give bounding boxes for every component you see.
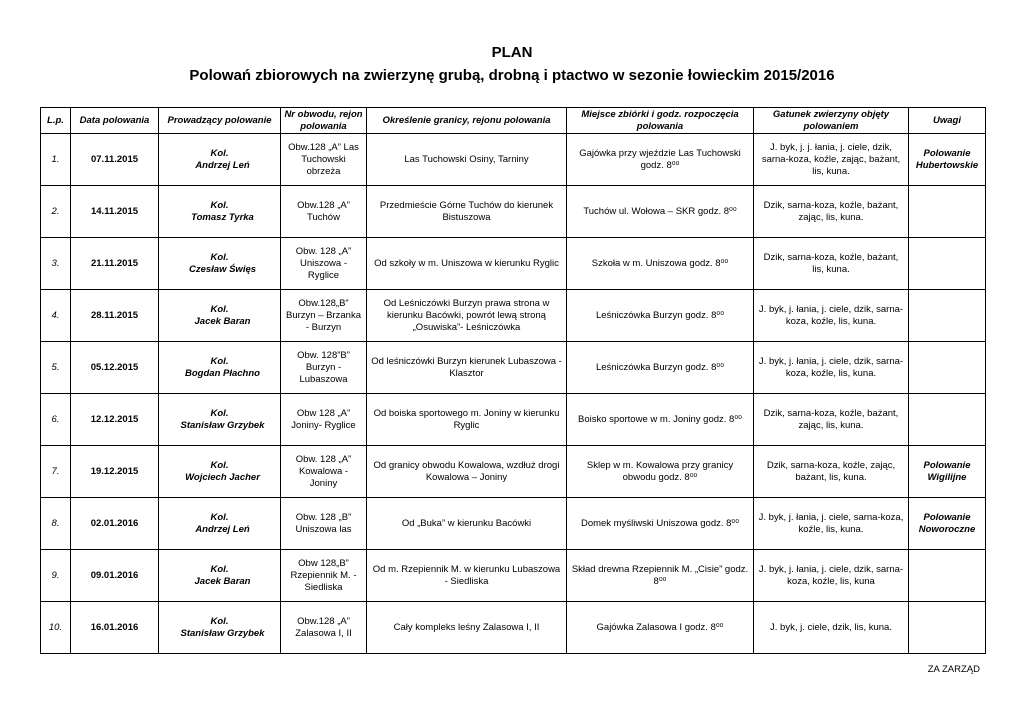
hunt-leader xyxy=(159,394,281,446)
hunt-boundary: Cały kompleks leśny Zalasowa I, II xyxy=(367,602,567,654)
leader-prefix: Kol. xyxy=(210,563,229,575)
leader-name: Andrzej Leń xyxy=(195,159,250,171)
row-number: 3. xyxy=(41,238,71,290)
hunt-boundary: Od „Buka” w kierunku Bacówki xyxy=(367,498,567,550)
meeting-place: Sklep w m. Kowalowa przy granicy obwodu godz. 8⁰⁰ xyxy=(567,446,754,498)
meeting-place: Szkoła w m. Uniszowa godz. 8⁰⁰ xyxy=(567,238,754,290)
district: Obw. 128 „A” Kowalowa - Joniny xyxy=(281,446,367,498)
table-row xyxy=(41,134,986,186)
meeting-place: Gajówka Zalasowa I godz. 8⁰⁰ xyxy=(567,602,754,654)
column-header-notes: Uwagi xyxy=(909,108,986,134)
notes xyxy=(909,394,986,446)
row-number: 2. xyxy=(41,186,71,238)
hunt-date: 16.01.2016 xyxy=(71,602,159,654)
game-species: Dzik, sarna-koza, koźle, bażant, lis, kuna. xyxy=(754,238,909,290)
column-header-district: Nr obwodu, rejon polowania xyxy=(281,108,367,134)
leader-prefix: Kol. xyxy=(210,147,229,159)
leader-prefix: Kol. xyxy=(210,303,229,315)
district: Obw 128 „A” Joniny- Ryglice xyxy=(281,394,367,446)
meeting-place: Boisko sportowe w m. Joniny godz. 8⁰⁰ xyxy=(567,394,754,446)
game-species: J. byk, j. łania, j. ciele, dzik, sarna-koza, koźle, lis, kuna. xyxy=(754,290,909,342)
column-header-lp: L.p. xyxy=(41,108,71,134)
hunt-date: 07.11.2015 xyxy=(71,134,159,186)
meeting-place: Gajówka przy wjeździe Las Tuchowski godz. 8⁰⁰ xyxy=(567,134,754,186)
game-species: Dzik, sarna-koza, koźle, bażant, zając, lis, kuna. xyxy=(754,186,909,238)
hunt-leader xyxy=(159,186,281,238)
row-number: 1. xyxy=(41,134,71,186)
column-header-boundary: Określenie granicy, rejonu polowania xyxy=(367,108,567,134)
notes xyxy=(909,290,986,342)
leader-prefix: Kol. xyxy=(210,355,229,367)
hunt-date: 21.11.2015 xyxy=(71,238,159,290)
hunt-date: 14.11.2015 xyxy=(71,186,159,238)
hunt-boundary: Las Tuchowski Osiny, Tarniny xyxy=(367,134,567,186)
game-species: J. byk, j. j. łania, j. ciele, dzik, sarna-koza, koźle, zając, bażant, lis, kuna. xyxy=(754,134,909,186)
page-subtitle: Polowań zbiorowych na zwierzynę grubą, drobną i ptactwo w sezonie łowieckim 2015/2016 xyxy=(189,67,835,84)
meeting-place: Leśniczówka Burzyn godz. 8⁰⁰ xyxy=(567,290,754,342)
meeting-place: Leśniczówka Burzyn godz. 8⁰⁰ xyxy=(567,342,754,394)
hunt-boundary: Od leśniczówki Burzyn kierunek Lubaszowa - Klasztor xyxy=(367,342,567,394)
table-row xyxy=(41,498,986,550)
game-species: J. byk, j. łania, j. ciele, dzik, sarna-koza, koźle, lis, kuna. xyxy=(754,342,909,394)
hunt-date: 12.12.2015 xyxy=(71,394,159,446)
table-row xyxy=(41,446,986,498)
hunt-leader xyxy=(159,238,281,290)
game-species: J. byk, j. łania, j. ciele, dzik, sarna-koza, koźle, lis, kuna xyxy=(754,550,909,602)
table-row xyxy=(41,602,986,654)
row-number: 10. xyxy=(41,602,71,654)
leader-prefix: Kol. xyxy=(210,615,229,627)
column-header-date: Data polowania xyxy=(71,108,159,134)
signature-label: ZA ZARZĄD xyxy=(927,664,980,675)
leader-prefix: Kol. xyxy=(210,511,229,523)
hunt-date: 28.11.2015 xyxy=(71,290,159,342)
hunt-boundary: Od szkoły w m. Uniszowa w kierunku Ryglic xyxy=(367,238,567,290)
district: Obw 128„B” Rzepiennik M. - Siedliska xyxy=(281,550,367,602)
column-header-species: Gatunek zwierzyny objęty polowaniem xyxy=(754,108,909,134)
hunt-leader xyxy=(159,446,281,498)
hunt-leader xyxy=(159,498,281,550)
row-number: 4. xyxy=(41,290,71,342)
column-header-meeting: Miejsce zbiórki i godz. rozpoczęcia polowania xyxy=(567,108,754,134)
hunting-plan-table xyxy=(40,107,986,654)
notes xyxy=(909,238,986,290)
table-row xyxy=(41,290,986,342)
game-species: Dzik, sarna-koza, koźle, zając, bażant, lis, kuna. xyxy=(754,446,909,498)
leader-name: Jacek Baran xyxy=(194,315,251,327)
hunt-leader xyxy=(159,134,281,186)
notes: Polowanie Hubertowskie xyxy=(909,134,986,186)
row-number: 6. xyxy=(41,394,71,446)
hunt-leader xyxy=(159,342,281,394)
table-row xyxy=(41,186,986,238)
table-row xyxy=(41,394,986,446)
table-row xyxy=(41,550,986,602)
leader-name: Andrzej Leń xyxy=(195,523,250,535)
table-row xyxy=(41,342,986,394)
district: Obw.128 „A” Tuchów xyxy=(281,186,367,238)
hunt-date: 09.01.2016 xyxy=(71,550,159,602)
page-title: PLAN xyxy=(491,44,533,61)
district: Obw.128 „A” Zalasowa I, II xyxy=(281,602,367,654)
game-species: Dzik, sarna-koza, koźle, bażant, zając, lis, kuna. xyxy=(754,394,909,446)
district: Obw. 128 „B” Uniszowa las xyxy=(281,498,367,550)
game-species: J. byk, j. ciele, dzik, lis, kuna. xyxy=(754,602,909,654)
hunt-date: 02.01.2016 xyxy=(71,498,159,550)
hunt-date: 19.12.2015 xyxy=(71,446,159,498)
game-species: J. byk, j. łania, j. ciele, sarna-koza, koźle, lis, kuna. xyxy=(754,498,909,550)
notes: Polowanie Noworoczne xyxy=(909,498,986,550)
district: Obw. 128”B” Burzyn - Lubaszowa xyxy=(281,342,367,394)
notes xyxy=(909,602,986,654)
leader-name: Stanisław Grzybek xyxy=(180,627,265,639)
district: Obw.128„B” Burzyn – Brzanka - Burzyn xyxy=(281,290,367,342)
leader-prefix: Kol. xyxy=(210,459,229,471)
meeting-place: Domek myśliwski Uniszowa godz. 8⁰⁰ xyxy=(567,498,754,550)
district: Obw.128 „A” Las Tuchowski obrzeża xyxy=(281,134,367,186)
hunt-boundary: Przedmieście Górne Tuchów do kierunek Bistuszowa xyxy=(367,186,567,238)
leader-prefix: Kol. xyxy=(210,407,229,419)
leader-name: Czesław Święs xyxy=(188,263,257,275)
notes xyxy=(909,342,986,394)
hunt-leader xyxy=(159,550,281,602)
hunt-leader xyxy=(159,290,281,342)
row-number: 5. xyxy=(41,342,71,394)
row-number: 8. xyxy=(41,498,71,550)
notes xyxy=(909,550,986,602)
meeting-place: Skład drewna Rzepiennik M. „Cisie” godz. 8⁰⁰ xyxy=(567,550,754,602)
hunt-boundary: Od Leśniczówki Burzyn prawa strona w kierunku Bacówki, powrót lewą stroną „Osuwiska”- Leśniczówka xyxy=(367,290,567,342)
row-number: 9. xyxy=(41,550,71,602)
column-header-leader: Prowadzący polowanie xyxy=(159,108,281,134)
table-header-row xyxy=(41,108,986,134)
hunt-leader xyxy=(159,602,281,654)
leader-prefix: Kol. xyxy=(210,199,229,211)
notes: Polowanie Wigilijne xyxy=(909,446,986,498)
hunt-boundary: Od boiska sportowego m. Joniny w kierunku Ryglic xyxy=(367,394,567,446)
hunt-date: 05.12.2015 xyxy=(71,342,159,394)
leader-name: Jacek Baran xyxy=(194,575,251,587)
leader-prefix: Kol. xyxy=(210,251,229,263)
table-row xyxy=(41,238,986,290)
notes xyxy=(909,186,986,238)
hunt-boundary: Od m. Rzepiennik M. w kierunku Lubaszowa - Siedliska xyxy=(367,550,567,602)
leader-name: Tomasz Tyrka xyxy=(191,211,254,223)
leader-name: Bogdan Płachno xyxy=(185,367,260,379)
leader-name: Wojciech Jacher xyxy=(185,471,260,483)
district: Obw. 128 „A” Uniszowa - Ryglice xyxy=(281,238,367,290)
hunt-boundary: Od granicy obwodu Kowalowa, wzdłuż drogi Kowalowa – Joniny xyxy=(367,446,567,498)
leader-name: Stanisław Grzybek xyxy=(180,419,265,431)
meeting-place: Tuchów ul. Wołowa – SKR godz. 8⁰⁰ xyxy=(567,186,754,238)
row-number: 7. xyxy=(41,446,71,498)
